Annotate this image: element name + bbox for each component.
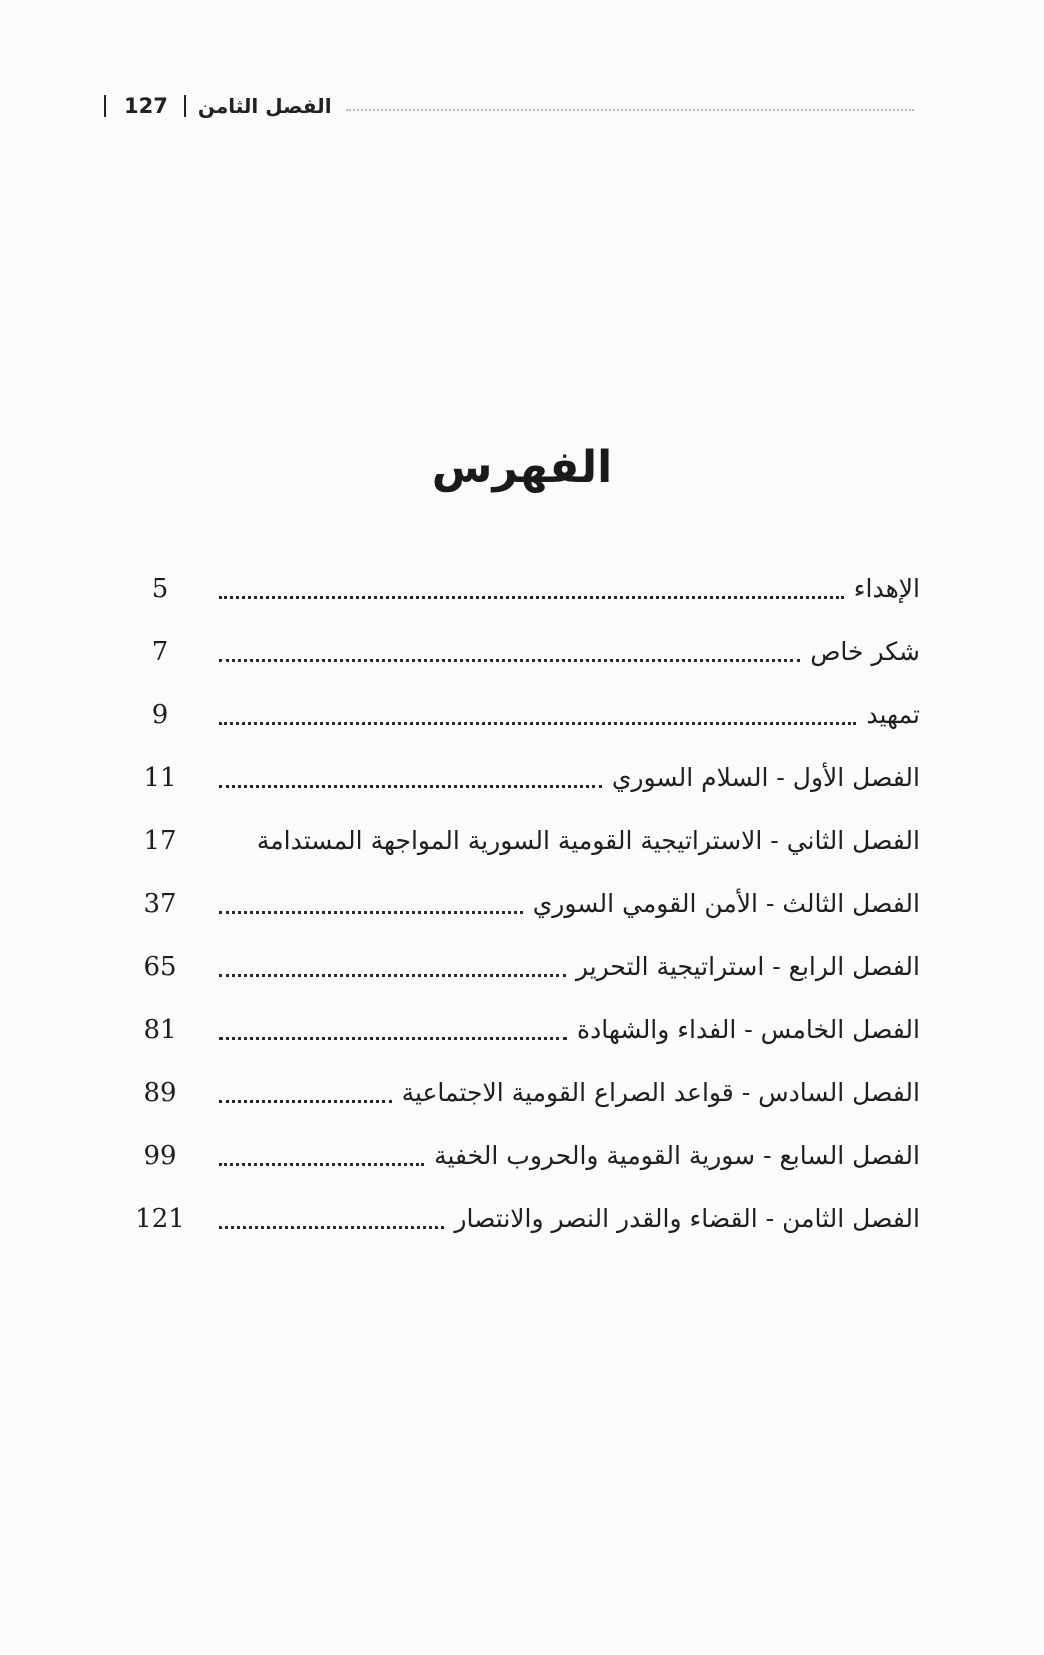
header-divider-right (184, 95, 186, 117)
toc-entry[interactable] (135, 683, 920, 746)
toc-entry[interactable] (135, 746, 920, 809)
toc-entry-page: 37 (143, 888, 177, 919)
toc-dot-leader (219, 722, 856, 725)
toc-dot-leader (219, 1163, 424, 1166)
toc-entry-page: 99 (143, 1140, 177, 1171)
running-header (104, 86, 914, 126)
toc-dot-leader (219, 596, 844, 599)
toc-entry-page: 11 (143, 762, 177, 793)
header-dotted-rule (346, 109, 914, 111)
toc-entry[interactable] (135, 872, 920, 935)
toc-entry-label: الفصل الثاني - الاستراتيجية القومية السورية المواجهة المستدامة (256, 826, 920, 855)
toc-entry-label: الفصل الأول - السلام السوري (611, 763, 920, 792)
toc-entry-label: الفصل السابع - سورية القومية والحروب الخفية (434, 1141, 920, 1170)
toc-dot-leader (219, 1037, 567, 1040)
toc-entry[interactable] (135, 935, 920, 998)
toc-entry-page: 9 (151, 699, 169, 730)
toc-entry[interactable] (135, 1061, 920, 1124)
toc-list (135, 557, 920, 1250)
header-page-number: 127 (124, 94, 168, 118)
toc-entry-page: 17 (143, 825, 177, 856)
toc-dot-leader (219, 785, 602, 788)
toc-entry-page: 81 (143, 1014, 177, 1045)
toc-entry-label: الفصل الخامس - الفداء والشهادة (577, 1015, 920, 1044)
toc-entry-page: 65 (143, 951, 177, 982)
toc-entry-label: الفصل الثامن - القضاء والقدر النصر والانتصار (454, 1204, 920, 1233)
toc-entry-label: الإهداء (853, 574, 920, 603)
toc-entry[interactable] (135, 998, 920, 1061)
toc-entry[interactable] (135, 620, 920, 683)
header-divider-left (104, 95, 106, 117)
toc-entry-page: 121 (135, 1203, 185, 1234)
toc-dot-leader (219, 911, 523, 914)
toc-entry[interactable] (135, 557, 920, 620)
toc-entry-label: الفصل الرابع - استراتيجية التحرير (575, 952, 920, 981)
toc-entry-label: الفصل الثالث - الأمن القومي السوري (532, 889, 920, 918)
toc-title: الفهرس (431, 442, 613, 493)
toc-entry-label: الفصل السادس - قواعد الصراع القومية الاجتماعية (401, 1078, 920, 1107)
toc-dot-leader (219, 1226, 444, 1229)
toc-entry[interactable] (135, 1124, 920, 1187)
toc-entry-page: 89 (143, 1077, 177, 1108)
header-chapter-title: الفصل الثامن (197, 94, 332, 118)
toc-entry-label: تمهيد (866, 700, 920, 729)
toc-dot-leader (219, 659, 800, 662)
toc-dot-leader (219, 974, 566, 977)
toc-entry[interactable] (135, 809, 920, 872)
toc-dot-leader (219, 1100, 392, 1103)
toc-entry[interactable] (135, 1187, 920, 1250)
toc-entry-page: 7 (151, 636, 169, 667)
toc-entry-label: شكر خاص (810, 637, 920, 666)
toc-entry-page: 5 (151, 573, 169, 604)
